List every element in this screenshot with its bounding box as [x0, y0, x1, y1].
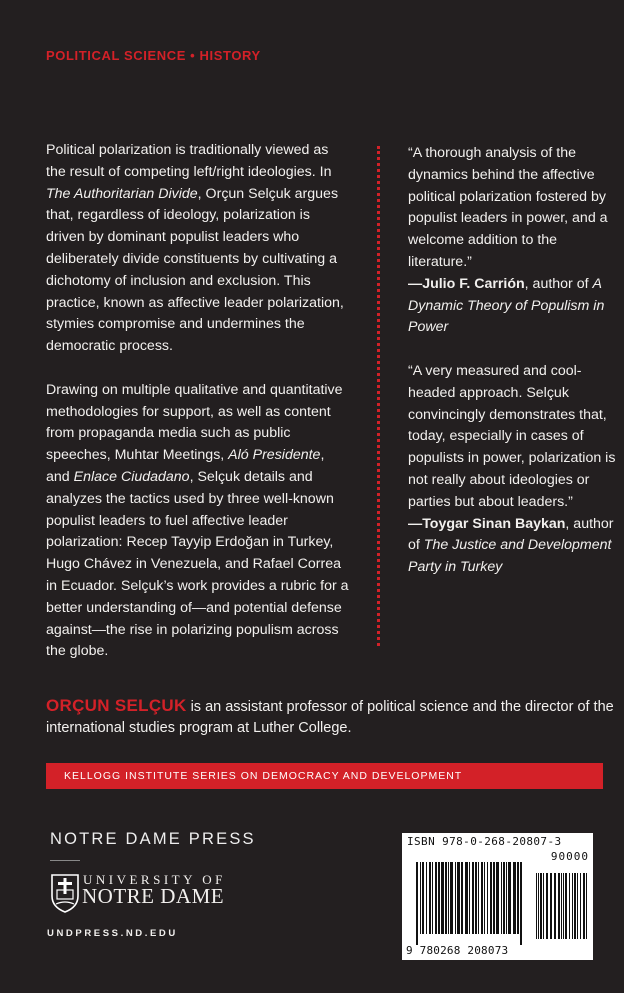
description-paragraph-2: [46, 380, 351, 663]
series-banner: KELLOGG INSTITUTE SERIES ON DEMOCRACY AND DEVELOPMENT: [46, 763, 603, 789]
bio-text: is an assistant professor of political science and the director of the international studies program at Luther College.: [46, 699, 614, 736]
university-crest-icon: [50, 872, 80, 914]
text: Drawing on multiple qualitative and quantitative methodologies for support, as well as content from propaganda media such as public speeches, Muhtar Meetings,: [46, 381, 343, 464]
program-title: Aló Presidente: [228, 447, 321, 464]
text: , Orçun Selçuk argues that, regardless of ideology, polarization is driven by dominant populist leaders who deliberately divide constituents by cultivating a dichotomy of inclusion and exclusion. This practice, known as affective leader polarization, stymies compromise and undermines the democratic process.: [46, 185, 344, 355]
category-label: POLITICAL SCIENCE • HISTORY: [46, 48, 261, 63]
endorser-work: The Justice and Development Party in Turkey: [408, 537, 612, 576]
text: , and: [46, 447, 325, 485]
endorsement-attribution: [408, 274, 618, 339]
endorser-name: —Julio F. Carrión: [408, 275, 525, 292]
endorsement-quote: “A thorough analysis of the dynamics behind the affective political polarization fostered by populist leaders in power, and a welcome addition to the literature.”: [408, 145, 608, 270]
isbn-barcode: [402, 833, 593, 960]
price-addon: 90000: [550, 850, 589, 863]
divider: [50, 860, 80, 861]
endorsement-attribution: [408, 514, 618, 579]
description-paragraph-1: [46, 140, 351, 358]
author-name: ORÇUN SELÇUK: [46, 696, 187, 715]
barcode-number: 9 780268 208073: [406, 944, 509, 957]
description: [46, 140, 351, 685]
text: , author of: [408, 515, 614, 554]
university-name-line1: UNIVERSITY OF: [83, 872, 226, 887]
book-title: The Authoritarian Divide: [46, 185, 198, 202]
text: , author of: [524, 275, 593, 292]
text: , Selçuk details and analyzes the tactics used by three well-known populist leaders to fuel affective leader polarization: Recep Tayyip Erdoğan in Turkey, Hugo Chávez in Venezuela, and Rafael Correa in Ecuador. Selçuk’s work provides a rubric for a better understanding of—and potential defense against—the rise in polarizing populism across the globe.: [46, 468, 349, 660]
endorsement-quote: “A very measured and cool-headed approach. Selçuk convincingly demonstrates that, today, especially in cases of populists in power, polarization is not really about ideologies or parties but about leaders.”: [408, 362, 616, 510]
endorsements: [408, 143, 618, 601]
endorser-name: —Toygar Sinan Baykan: [408, 515, 566, 532]
isbn-text: ISBN 978-0-268-20807-3: [407, 835, 562, 848]
text: Political polarization is traditionally viewed as the result of competing left/right ideologies. In: [46, 142, 332, 180]
press-name: NOTRE DAME PRESS: [50, 830, 256, 848]
program-title: Enlace Ciudadano: [73, 468, 190, 485]
publisher-url: UNDPRESS.ND.EDU: [47, 928, 178, 939]
university-name-line2: NOTRE DAME: [82, 884, 225, 908]
author-bio: [46, 695, 616, 739]
endorser-work: A Dynamic Theory of Populism in Power: [408, 275, 605, 336]
barcode-bars: [416, 850, 592, 945]
dotted-divider: [377, 146, 380, 646]
